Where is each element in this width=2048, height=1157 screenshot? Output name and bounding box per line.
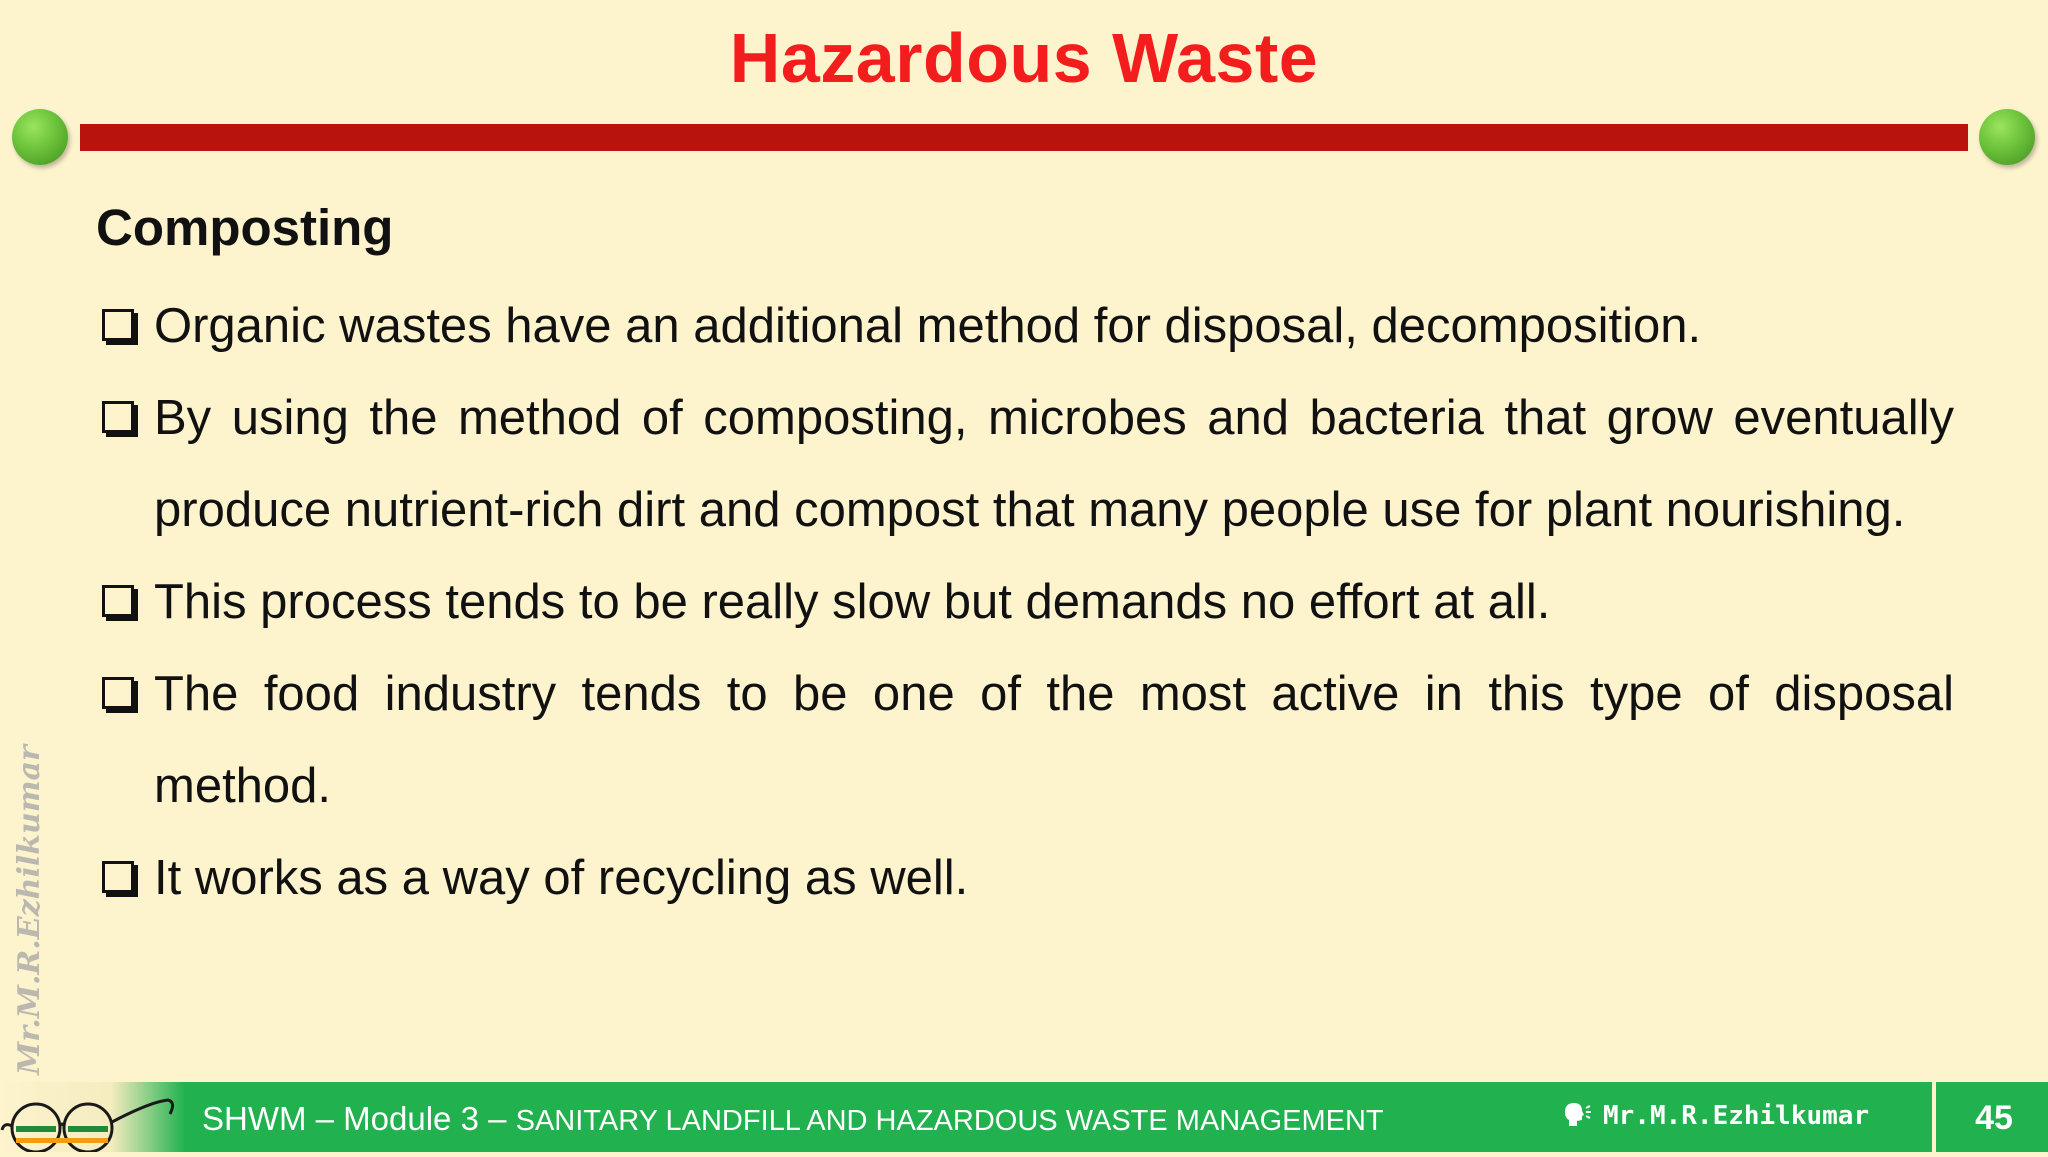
page-number: 45 <box>1975 1099 2013 1137</box>
bullet-item <box>98 280 1954 372</box>
checkbox-bullet-icon <box>102 585 134 617</box>
swachh-bharat-logo <box>0 1082 185 1152</box>
bullet-item <box>98 556 1954 648</box>
section-heading: Composting <box>96 199 394 256</box>
title-divider-bar <box>80 124 1968 151</box>
footer-author-name: Mr.M.R.Ezhilkumar <box>1603 1101 1870 1131</box>
checkbox-bullet-icon <box>102 309 134 341</box>
bullet-text: Organic wastes have an additional method for disposal, decomposition. <box>154 299 1702 353</box>
footer-divider <box>1932 1082 1936 1152</box>
bullet-item <box>98 832 1954 924</box>
checkbox-bullet-icon <box>102 677 134 709</box>
bullet-item <box>98 372 1954 556</box>
bullet-item <box>98 648 1954 832</box>
bullet-text: The food industry tends to be one of the most active in this type of disposal method. <box>154 667 1954 813</box>
author-watermark: Mr.M.R.Ezhilkumar <box>12 745 47 1075</box>
bullet-text: This process tends to be really slow but demands no effort at all. <box>154 575 1551 629</box>
slide-title: Hazardous Waste <box>729 19 1319 97</box>
bullet-text: By using the method of composting, microbes and bacteria that grow eventually produce nutrient-rich dirt and compost that many people use for plant nourishing. <box>154 391 1954 537</box>
checkbox-bullet-icon <box>102 401 134 433</box>
footer-bar <box>0 1082 2048 1152</box>
bullet-text: It works as a way of recycling as well. <box>154 851 969 905</box>
bullet-list <box>98 280 1954 924</box>
right-green-dot <box>1979 109 2035 165</box>
left-green-dot <box>12 109 68 165</box>
footer-module-text <box>202 1100 1384 1138</box>
speaker-head-icon <box>1563 1100 1593 1128</box>
footer-module-prefix: SHWM – Module 3 – <box>202 1100 516 1137</box>
footer-author <box>1563 1100 1869 1131</box>
footer-module-title: SANITARY LANDFILL AND HAZARDOUS WASTE MANAGEMENT <box>515 1105 1384 1137</box>
spectacles-logo-icon <box>0 1082 185 1152</box>
checkbox-bullet-icon <box>102 861 134 893</box>
